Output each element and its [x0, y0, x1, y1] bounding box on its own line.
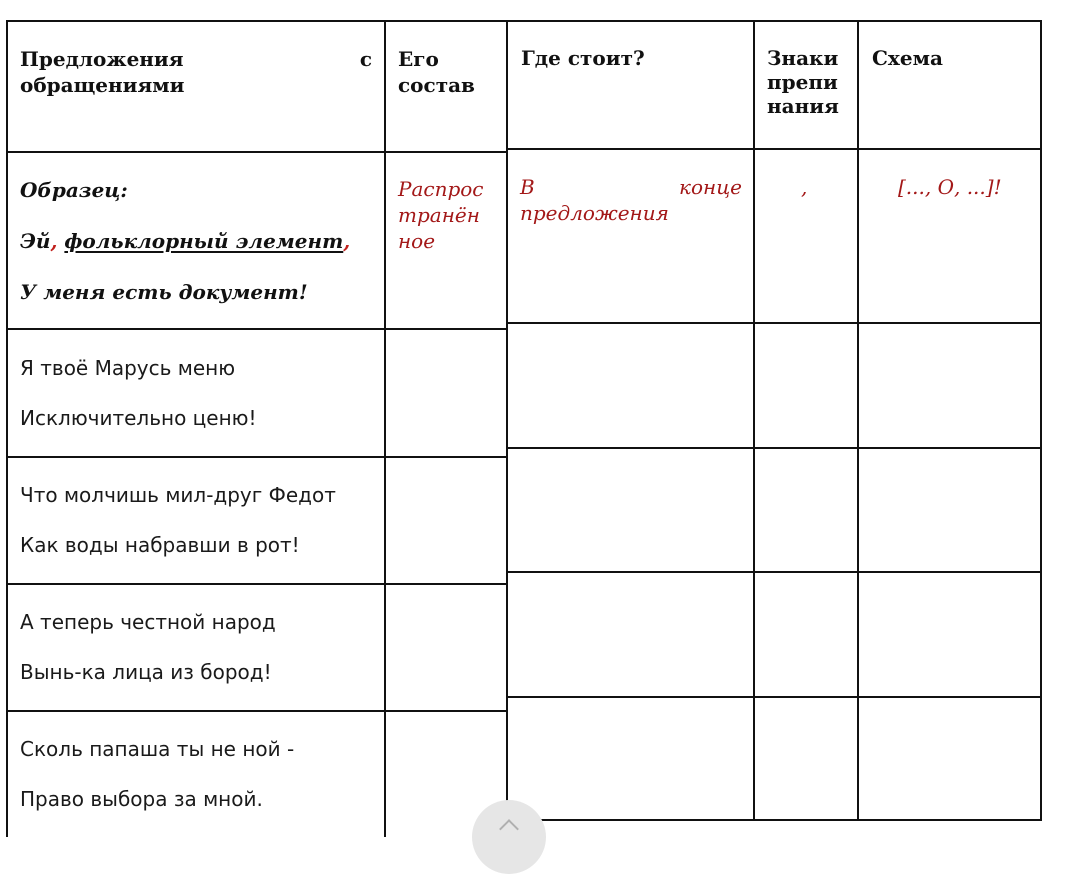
- header-punctuation-line2: препи: [767, 70, 838, 94]
- right-table-column-divider: [753, 20, 755, 821]
- sample-comma-1: ,: [50, 229, 58, 253]
- sample-composition-line3: ное: [398, 229, 436, 253]
- row-line-1: Что молчишь мил-друг Федот: [20, 483, 336, 507]
- sample-interjection: Эй: [20, 229, 51, 253]
- header-composition: [398, 46, 498, 98]
- left-table-row-divider: [6, 456, 508, 458]
- right-table-row-divider: [508, 571, 1042, 573]
- table-row: [20, 356, 257, 431]
- right-table-row-divider: [508, 447, 1042, 449]
- left-table-top-border: [6, 20, 508, 22]
- sample-sentence-line1: [20, 229, 350, 254]
- row-line-2: Право выбора за мной.: [20, 787, 263, 811]
- header-punctuation-line3: нания: [767, 94, 839, 118]
- left-table-right-border: [506, 20, 508, 837]
- right-table-bottom-border: [508, 819, 1042, 821]
- table-row: [20, 610, 276, 685]
- sample-composition-line1: Распрос: [398, 177, 484, 201]
- left-table-row-divider: [6, 328, 508, 330]
- row-line-1: А теперь честной народ: [20, 610, 276, 634]
- sample-position-line2: предложения: [520, 201, 669, 225]
- header-sentences-word2: с: [359, 47, 372, 71]
- table-row: [20, 483, 336, 558]
- right-table-right-border: [1040, 20, 1042, 821]
- scroll-up-button[interactable]: [472, 800, 546, 874]
- sample-composition-line2: транён: [398, 203, 480, 227]
- sample-position: [520, 174, 742, 226]
- header-sentences-word1: Предложения: [20, 47, 184, 71]
- row-line-2: Вынь-ка лица из бород!: [20, 660, 272, 684]
- left-table-column-divider: [384, 20, 386, 837]
- row-line-2: Как воды набравши в рот!: [20, 533, 300, 557]
- sample-sentence-line2: У меня есть документ!: [20, 280, 308, 304]
- sample-position-word2: конце: [679, 175, 742, 199]
- header-composition-line1: Его: [398, 47, 439, 71]
- header-sentences-line2: обращениями: [20, 73, 185, 97]
- header-sentences: [20, 46, 372, 98]
- sample-address: фольклорный элемент: [64, 229, 344, 253]
- header-scheme: Схема: [872, 46, 943, 70]
- left-table-row-divider: [6, 710, 508, 712]
- right-table-row-divider: [508, 696, 1042, 698]
- sample-comma-2: ,: [343, 229, 351, 253]
- sample-label: Образец:: [20, 178, 128, 202]
- sample-composition: [398, 176, 484, 254]
- row-line-2: Исключительно ценю!: [20, 406, 257, 430]
- header-composition-line2: состав: [398, 73, 475, 97]
- right-table-column-divider: [857, 20, 859, 821]
- header-punctuation-line1: Знаки: [767, 46, 839, 70]
- header-where: Где стоит?: [521, 46, 645, 70]
- left-table-header-divider: [6, 151, 508, 153]
- right-table-header-divider: [508, 148, 1042, 150]
- row-line-1: Сколь папаша ты не ной -: [20, 737, 295, 761]
- header-punctuation: [767, 46, 839, 118]
- sample-punctuation-mark: ,: [801, 175, 808, 199]
- table-row: [20, 737, 294, 812]
- right-table-top-border: [508, 20, 1042, 22]
- left-table-row-divider: [6, 583, 508, 585]
- left-table-left-border: [6, 20, 8, 837]
- sample-scheme: [..., О, ...]!: [898, 175, 1002, 199]
- right-table-row-divider: [508, 322, 1042, 324]
- sample-position-word1: В: [520, 175, 535, 199]
- row-line-1: Я твоё Марусь меню: [20, 356, 236, 380]
